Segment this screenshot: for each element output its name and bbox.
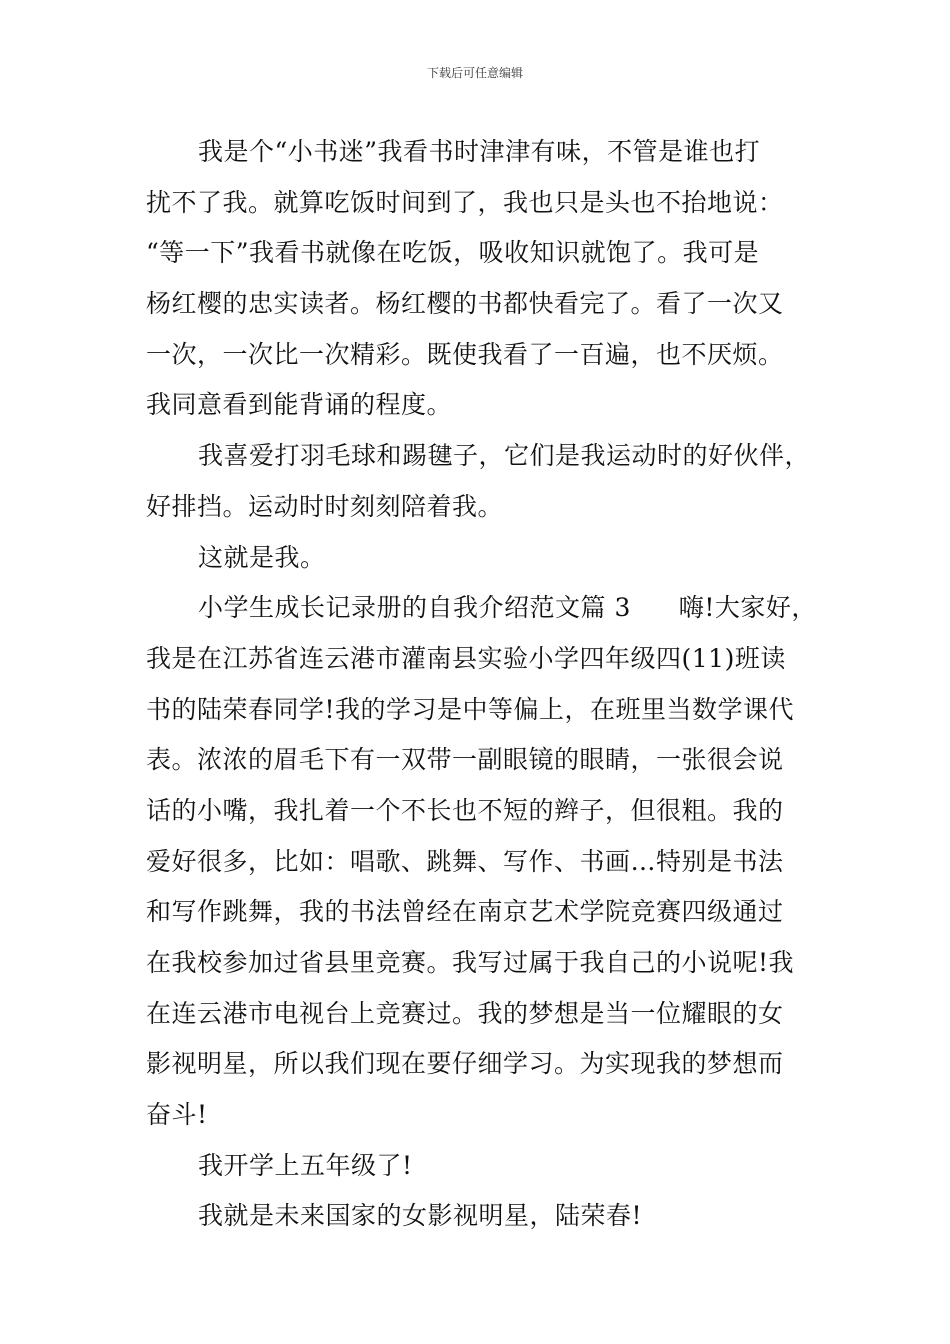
document-body [146,127,826,1242]
paragraph-line: 书的陆荣春同学!我的学习是中等偏上，在班里当数学课代 [146,694,795,724]
paragraph-line: 在我校参加过省县里竞赛。我写过属于我自己的小说呢!我 [146,948,795,977]
section-title: 小学生成长记录册的自我介绍范文篇 3 [198,593,631,623]
paragraph-line: 我是在江苏省连云港市灌南县实验小学四年级四(11)班读 [146,643,786,673]
paragraph-line: 我喜爱打羽毛球和踢毽子，它们是我运动时的好伙伴， [198,441,811,471]
paragraph-line: 和写作跳舞，我的书法曾经在南京艺术学院竞赛四级通过 [146,897,784,927]
paragraph-line: 我同意看到能背诵的程度。 [146,390,453,420]
paragraph-line: 我是个“小书迷”我看书时津津有味，不管是谁也打 [198,137,761,166]
paragraph-line: 杨红樱的忠实读者。杨红樱的书都快看完了。看了一次又 [146,289,784,319]
paragraph-line: 我开学上五年级了! [198,1150,413,1180]
paragraph-line: 爱好很多，比如：唱歌、跳舞、写作、书画…特别是书法 [146,846,784,876]
paragraph-line: 话的小嘴，我扎着一个不长也不短的辫子，但很粗。我的 [146,795,784,825]
paragraph-line: 这就是我。 [198,542,326,572]
paragraph-line: 在连云港市电视台上竞赛过。我的梦想是当一位耀眼的女 [146,998,784,1028]
paragraph-line: 表。浓浓的眉毛下有一双带一副眼镜的眼睛，一张很会说 [146,745,784,775]
paragraph-line: 一次，一次比一次精彩。既使我看了一百遍，也不厌烦。 [146,339,784,369]
paragraph-line: 我就是未来国家的女影视明星，陆荣春! [198,1201,643,1231]
paragraph-line: “等一下”我看书就像在吃饭，吸收知识就饱了。我可是 [146,238,760,268]
paragraph-line: 影视明星，所以我们现在要仔细学习。为实现我的梦想而 [146,1049,784,1079]
paragraph-line: 扰不了我。就算吃饭时间到了，我也只是头也不抬地说： [146,187,784,217]
greeting-text: 嗨!大家好， [678,593,817,623]
paragraph-line: 好排挡。运动时时刻刻陪着我。 [146,491,504,521]
paragraph-line: 奋斗! [146,1100,208,1130]
page-header: 下载后可任意编辑 [426,66,523,80]
paragraph-line-with-title [146,583,826,634]
